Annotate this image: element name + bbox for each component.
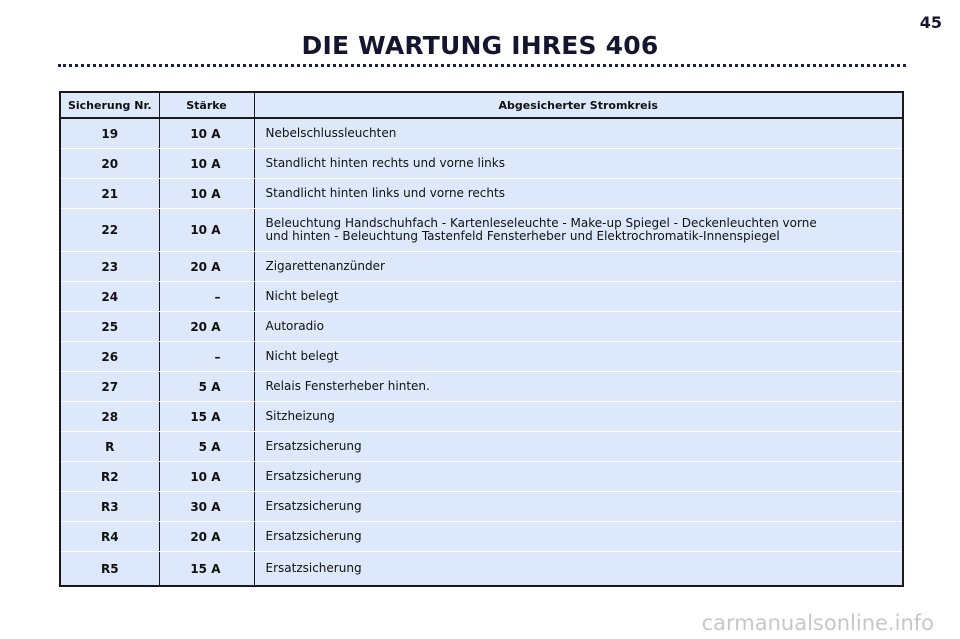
fuse-number-cell: 27	[60, 372, 159, 402]
fuse-rating-cell: 10 A	[159, 462, 254, 492]
fuse-number-cell: R5	[60, 552, 159, 587]
fuse-rating-cell: 20 A	[159, 522, 254, 552]
fuse-rating-cell: 30 A	[159, 492, 254, 522]
fuse-rating-cell: 10 A	[159, 149, 254, 179]
table-row	[60, 372, 903, 402]
fuse-number-cell: 25	[60, 312, 159, 342]
circuit-cell: Nicht belegt	[254, 282, 903, 312]
fuse-number-cell: R2	[60, 462, 159, 492]
circuit-cell: Nebelschlussleuchten	[254, 118, 903, 149]
fuse-table	[59, 91, 904, 587]
fuse-number-cell: 22	[60, 209, 159, 252]
fuse-number-cell: R	[60, 432, 159, 462]
fuse-rating-cell: 20 A	[159, 312, 254, 342]
circuit-cell: Ersatzsicherung	[254, 462, 903, 492]
table-row	[60, 402, 903, 432]
table-row	[60, 252, 903, 282]
table-row	[60, 462, 903, 492]
table-row	[60, 522, 903, 552]
circuit-cell: Relais Fensterheber hinten.	[254, 372, 903, 402]
fuse-rating-cell: –	[159, 282, 254, 312]
table-row	[60, 342, 903, 372]
fuse-table-body	[60, 118, 903, 586]
fuse-rating-cell: 10 A	[159, 118, 254, 149]
circuit-cell: Beleuchtung Handschuhfach - Kartenleseleuchte - Make-up Spiegel - Deckenleuchten vorne und hinten - Beleuchtung Tastenfeld Fensterheber und Elektrochromatik-Innenspiegel	[254, 209, 903, 252]
table-row	[60, 118, 903, 149]
table-row	[60, 282, 903, 312]
fuse-number-cell: 23	[60, 252, 159, 282]
circuit-cell: Autoradio	[254, 312, 903, 342]
fuse-rating-cell: 15 A	[159, 552, 254, 587]
fuse-number-cell: R3	[60, 492, 159, 522]
fuse-number-cell: 21	[60, 179, 159, 209]
fuse-rating-cell: 15 A	[159, 402, 254, 432]
table-row	[60, 209, 903, 252]
fuse-number-cell: R4	[60, 522, 159, 552]
fuse-number-cell: 26	[60, 342, 159, 372]
watermark: carmanualsonline.info	[701, 611, 934, 635]
fuse-number-cell: 24	[60, 282, 159, 312]
circuit-cell: Ersatzsicherung	[254, 522, 903, 552]
circuit-cell: Ersatzsicherung	[254, 492, 903, 522]
dotted-divider	[58, 64, 906, 67]
table-header-row	[60, 92, 903, 118]
circuit-cell: Nicht belegt	[254, 342, 903, 372]
fuse-rating-cell: 5 A	[159, 372, 254, 402]
page-title: DIE WARTUNG IHRES 406	[301, 31, 659, 60]
fuse-rating-cell: 10 A	[159, 179, 254, 209]
fuse-number-cell: 19	[60, 118, 159, 149]
fuse-rating-cell: 5 A	[159, 432, 254, 462]
fuse-number-cell: 28	[60, 402, 159, 432]
table-row	[60, 179, 903, 209]
column-header-rating: Stärke	[159, 92, 254, 118]
table-row	[60, 149, 903, 179]
circuit-cell: Sitzheizung	[254, 402, 903, 432]
circuit-cell: Ersatzsicherung	[254, 432, 903, 462]
table-row	[60, 492, 903, 522]
table-row	[60, 552, 903, 587]
circuit-cell: Ersatzsicherung	[265, 561, 362, 575]
fuse-rating-cell: 20 A	[159, 252, 254, 282]
table-row	[60, 432, 903, 462]
circuit-cell: Zigarettenanzünder	[254, 252, 903, 282]
column-header-fuse-number: Sicherung Nr.	[60, 92, 159, 118]
fuse-rating-cell: 10 A	[159, 209, 254, 252]
table-row	[60, 312, 903, 342]
column-header-circuit: Abgesicherter Stromkreis	[254, 92, 903, 118]
circuit-cell: Standlicht hinten links und vorne rechts	[254, 179, 903, 209]
fuse-rating-cell: –	[159, 342, 254, 372]
fuse-number-cell: 20	[60, 149, 159, 179]
page-number: 45	[919, 13, 942, 32]
circuit-cell: Standlicht hinten rechts und vorne links	[254, 149, 903, 179]
